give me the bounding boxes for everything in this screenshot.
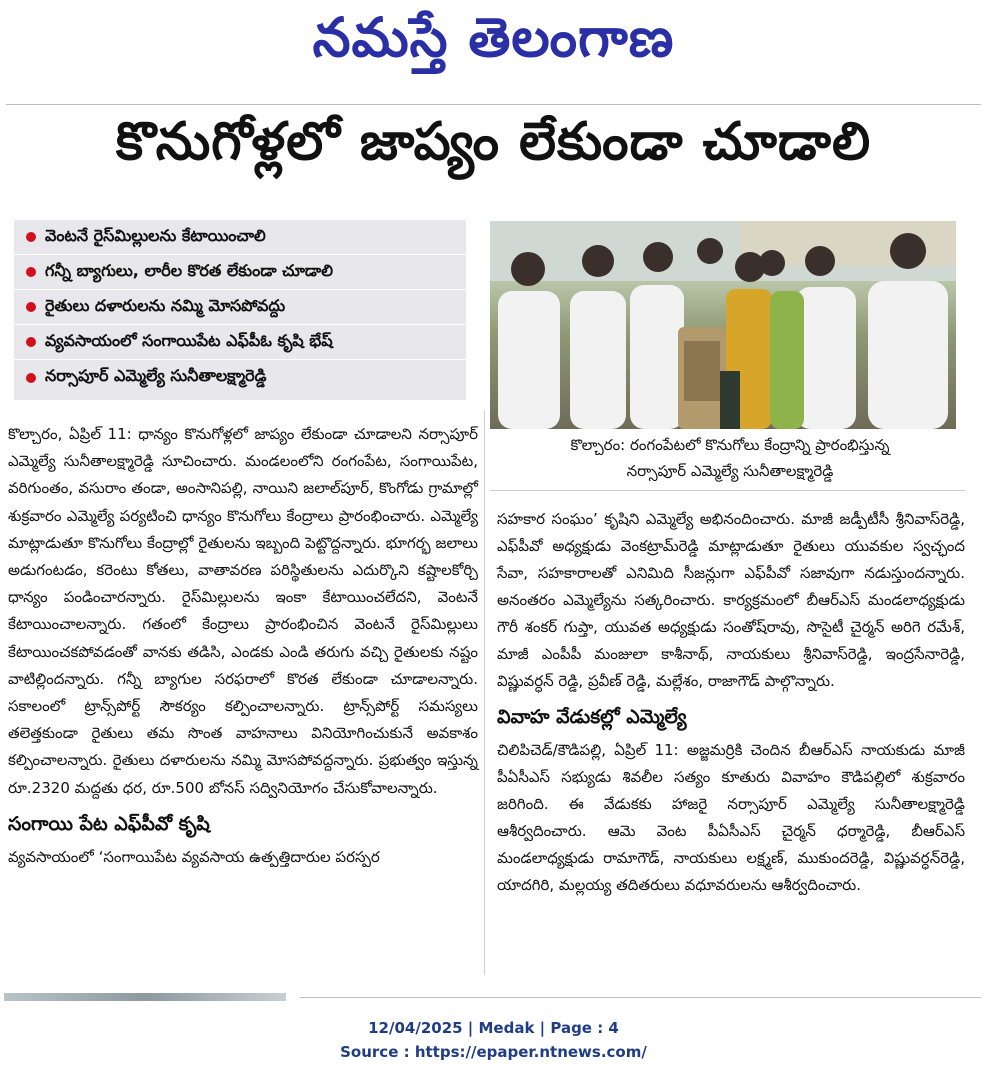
photo-caption [495, 432, 965, 484]
masthead-logo [0, 0, 987, 78]
highlight-text: గన్నీ బ్యాగులు, లారీల కొరత లేకుండా చూడాలి [45, 260, 333, 280]
highlight-item [14, 220, 466, 255]
footer-divider [300, 997, 981, 998]
highlight-text: నర్సాపూర్‌ ఎమ్మెల్యే సునీతాలక్ష్మారెడ్డి [45, 366, 267, 385]
article-right-column [497, 506, 965, 899]
highlight-item [14, 290, 466, 325]
article-body: వ్యవసాయంలో ‘సంగాయిపేట వ్యవసాయ ఉత్పత్తిదారుల పరస్పర [8, 847, 380, 866]
bullet-dot-icon [26, 373, 36, 383]
highlight-item [14, 255, 466, 290]
bullet-dot-icon [26, 232, 36, 242]
footer [0, 1016, 987, 1064]
masthead-title: నమస్తే తెలంగాణ [312, 6, 675, 69]
header-divider [6, 104, 981, 105]
highlight-text: వెంటనే రైస్‌మిల్లులను కేటాయించాలి [45, 225, 266, 245]
article-body: చిలిపిచెడ్‌/కౌడిపల్లి, ఏప్రిల్‌ 11: అజ్జమర్రికి చెందిన బీఆర్‌ఎస్‌ నాయకుడు మాజీ పీఏసీఎస్‌ సభ్యుడు శివలీల సత్యం కూతురు వివాహం కౌడిపల్లిలో శుక్రవారం జరిగింది. ఈ వేడుకకు హాజరై నర్సాపూర్‌ ఎమ్మెల్యే సునీతాలక్ష్మారెడ్డి ఆశీర్వదించారు. ఆమె వెంట పీఏసీఎస్‌ చైర్మన్‌ ధర్మారెడ్డి, బీఆర్‌ఎస్‌ మండలాధ్యక్షుడు రామాగౌడ్‌, నాయకులు లక్ష్మణ్‌, ముకుందరెడ్డి, విష్ణువర్ధన్‌రెడ్డి, యాదగిరి, మల్లయ్య తదితరులు వధూవరులను ఆశీర్వదించారు. [497, 741, 965, 894]
caption-line: నర్సాపూర్‌ ఎమ్మెల్యే సునీతాలక్ష్మారెడ్డి [626, 462, 834, 480]
headline: కొనుగోళ్లలో జాప్యం లేకుండా చూడాలి [115, 112, 872, 172]
highlight-item [14, 360, 466, 395]
article-subhead: సంగాయి పేట ఎఫ్‌పీవో కృషి [8, 812, 210, 835]
highlights-box [14, 220, 466, 400]
column-divider [484, 410, 485, 975]
caption-line: కొల్చారం: రంగంపేటలో కొనుగోలు కేంద్రాన్ని ప్రారంభిస్తున్న [570, 436, 890, 454]
edition-info: 12/04/2025 | Medak | Page : 4 [368, 1019, 619, 1037]
highlight-item [14, 325, 466, 360]
article-body: సహకార సంఘం’ కృషిని ఎమ్మెల్యే అభినందించారు. మాజీ జడ్పీటీసీ శ్రీనివాస్‌రెడ్డి, ఎఫ్‌పీవో అధ్యక్షుడు వెంకట్రామ్‌రెడ్డి మాట్లాడుతూ రైతులు యువకుల స్వచ్ఛంద సేవా, సహకారాలతో ఎనిమిది సీజన్లుగా ఎఫ్‌పీవో సజావుగా నడుస్తుందన్నారు. అనంతరం ఎమ్మెల్యేను సత్కరించారు. కార్యక్రమంలో బీఆర్‌ఎస్‌ మండలాధ్యక్షుడు గౌరీ శంకర్‌ గుప్తా, యువత అధ్యక్షుడు సంతోష్‌రావు, సొసైటీ చైర్మన్‌ అరిగె రమేశ్‌, మాజీ ఎంపీపీ మంజులా కాశీనాథ్‌, నాయకులు శ్రీనివాస్‌రెడ్డి, ఇంద్రసేనారెడ్డి, విష్ణువర్ధన్‌ రెడ్డి, ప్రవీణ్‌ రెడ్డి, మల్లేశం, రాజాగౌడ్‌ పాల్గొన్నారు. [497, 510, 965, 690]
highlight-text: వ్యవసాయంలో సంగాయిపేట ఎఫ్‌పీఓ కృషి భేష్‌ [45, 330, 333, 350]
highlight-text: రైతులు దళారులను నమ్మి మోసపోవద్దు [45, 295, 286, 315]
source-link[interactable]: Source : https://epaper.ntnews.com/ [340, 1043, 647, 1061]
news-photo [490, 221, 956, 429]
caption-divider [490, 490, 965, 491]
article-left-column [8, 421, 478, 871]
bullet-dot-icon [26, 337, 36, 347]
article-body: కొల్చారం, ఏప్రిల్‌ 11: ధాన్యం కొనుగోళ్లలో జాప్యం లేకుండా చూడాలని నర్సాపూర్‌ ఎమ్మెల్యే సునీతాలక్ష్మారెడ్డి సూచించారు. మండలంలోని రంగంపేట, సంగాయిపేట, వరిగుంతం, వసురాం తండా, అంసానిపల్లి, నాయిని జలాల్‌పూర్‌, కొంగోడు గ్రామాల్లో శుక్రవారం ఎమ్మెల్యే పర్యటించి ధాన్యం కొనుగోలు కేంద్రాలు ప్రారంభించారు. ఎమ్మెల్యే మాట్లాడుతూ కొనుగోలు కేంద్రాల్లో రైతులను ఇబ్బంది పెట్టొద్దన్నారు. భూగర్భ జలాలు అడుగంటడం, కరెంటు కోతలు, వాతావరణ పరిస్థితులను ఎదుర్కొని కష్టాలకోర్చి ధాన్యం పండించారన్నారు. రైస్‌మిల్లులను ఇంకా కేటాయించలేదని, వెంటనే కేటాయించాలన్నారు. గతంలో కేంద్రాలు ప్రారంభించిన వెంటనే రైస్‌మిల్లులు కేటాయించకపోవడంతో వానకు తడిసి, ఎండకు ఎండి తరుగు వచ్చి రైతులకు నష్టం వాటిల్లిందన్నారు. గన్నీ బ్యాగుల సరఫరాలో కొరత లేకుండా చూడాలన్నారు. సకాలంలో ట్రాన్స్‌పోర్ట్‌ సౌకర్యం కల్పించాలన్నారు. ట్రాన్స్‌పోర్ట్‌ సమస్యలు తలెత్తకుండా రైతులు తమ సొంత వాహనాలు వినియోగించుకునే అవకాశం కల్పించాలన్నారు. రైతులు దళారులను నమ్మి మోసపోవద్దన్నారు. ప్రభుత్వం ఇస్తున్న రూ.2320 మద్దతు ధర, రూ.500 బోనస్‌ సద్వినియోగం చేసుకోవాలన్నారు. [8, 425, 478, 797]
adjacent-image-strip [4, 993, 286, 1001]
bullet-dot-icon [26, 302, 36, 312]
bullet-dot-icon [26, 267, 36, 277]
article-subhead: వివాహ వేడుకల్లో ఎమ్మెల్యే [497, 706, 687, 728]
